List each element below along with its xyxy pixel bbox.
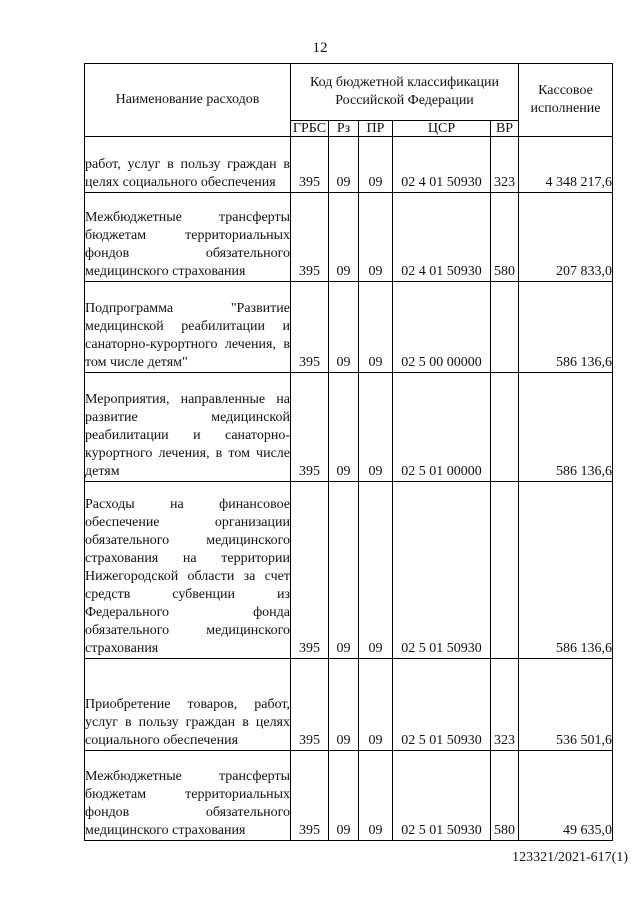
row-grbs: 395 <box>291 373 329 482</box>
row-name: Подпрограмма "Развитие медицинской реабилитации и санаторно-курортного лечения, в том числе детям" <box>85 282 291 373</box>
table-row <box>85 659 613 751</box>
row-rz: 09 <box>329 373 359 482</box>
row-grbs: 395 <box>291 193 329 282</box>
row-pr: 09 <box>359 193 393 282</box>
row-pr: 09 <box>359 137 393 193</box>
row-name: работ, услуг в пользу граждан в целях социального обеспечения <box>85 137 291 193</box>
row-name: Приобретение товаров, работ, услуг в пользу граждан в целях социального обеспечения <box>85 659 291 751</box>
row-grbs: 395 <box>291 751 329 841</box>
row-vr: 323 <box>491 659 519 751</box>
row-amount: 49 635,0 <box>519 751 613 841</box>
row-amount: 586 136,6 <box>519 373 613 482</box>
header-grbs: ГРБС <box>291 121 329 137</box>
row-vr: 580 <box>491 193 519 282</box>
row-amount: 207 833,0 <box>519 193 613 282</box>
header-execution: Кассовое исполнение <box>519 64 613 137</box>
row-csr: 02 5 01 50930 <box>393 659 491 751</box>
row-vr: 323 <box>491 137 519 193</box>
header-code-group: Код бюджетной классификации Российской Федерации <box>291 64 519 121</box>
row-rz: 09 <box>329 751 359 841</box>
row-csr: 02 5 00 00000 <box>393 282 491 373</box>
row-rz: 09 <box>329 659 359 751</box>
row-grbs: 395 <box>291 482 329 659</box>
table-row <box>85 137 613 193</box>
row-rz: 09 <box>329 137 359 193</box>
header-vr: ВР <box>491 121 519 137</box>
row-name: Расходы на финансовое обеспечение организации обязательного медицинского страхования на территории Нижегородской области за счет средств субвенции из Федерального фонда обязательного медицинского страхования <box>85 482 291 659</box>
row-grbs: 395 <box>291 137 329 193</box>
row-name: Межбюджетные трансферты бюджетам территориальных фондов обязательного медицинского страхования <box>85 193 291 282</box>
row-grbs: 395 <box>291 659 329 751</box>
budget-table <box>84 63 613 841</box>
header-csr: ЦСР <box>393 121 491 137</box>
table-row <box>85 373 613 482</box>
page-number: 12 <box>312 40 328 56</box>
row-rz: 09 <box>329 282 359 373</box>
header-rz: Рз <box>329 121 359 137</box>
row-pr: 09 <box>359 482 393 659</box>
row-csr: 02 5 01 00000 <box>393 373 491 482</box>
row-vr: 580 <box>491 751 519 841</box>
row-vr <box>491 482 519 659</box>
row-name: Межбюджетные трансферты бюджетам территориальных фондов обязательного медицинского страхования <box>85 751 291 841</box>
row-amount: 586 136,6 <box>519 282 613 373</box>
row-vr <box>491 282 519 373</box>
header-pr: ПР <box>359 121 393 137</box>
row-rz: 09 <box>329 482 359 659</box>
document-code: 123321/2021-617(1) <box>512 850 628 865</box>
row-rz: 09 <box>329 193 359 282</box>
table-row <box>85 751 613 841</box>
header-name: Наименование расходов <box>85 64 291 137</box>
table-row <box>85 282 613 373</box>
row-grbs: 395 <box>291 282 329 373</box>
row-csr: 02 5 01 50930 <box>393 482 491 659</box>
row-amount: 4 348 217,6 <box>519 137 613 193</box>
row-csr: 02 4 01 50930 <box>393 193 491 282</box>
row-amount: 586 136,6 <box>519 482 613 659</box>
table-row <box>85 193 613 282</box>
row-pr: 09 <box>359 751 393 841</box>
table-row <box>85 482 613 659</box>
row-amount: 536 501,6 <box>519 659 613 751</box>
row-csr: 02 4 01 50930 <box>393 137 491 193</box>
row-csr: 02 5 01 50930 <box>393 751 491 841</box>
row-name: Мероприятия, направленные на развитие медицинской реабилитации и санаторно-курортного лечения, в том числе детям <box>85 373 291 482</box>
row-pr: 09 <box>359 373 393 482</box>
row-pr: 09 <box>359 282 393 373</box>
row-pr: 09 <box>359 659 393 751</box>
row-vr <box>491 373 519 482</box>
